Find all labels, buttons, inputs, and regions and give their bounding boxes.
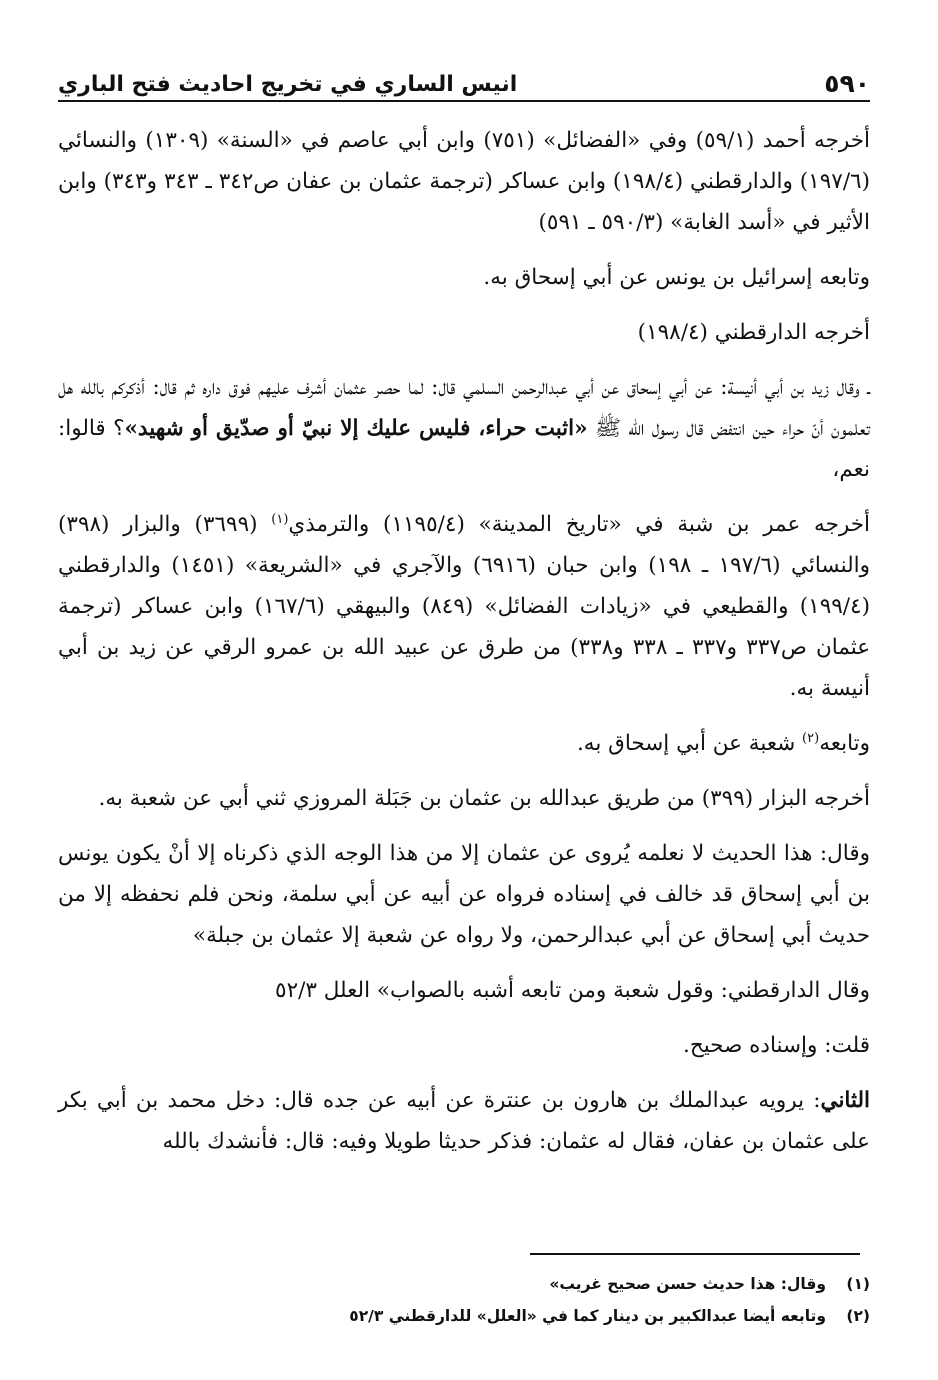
paragraph [58,1080,870,1162]
paragraph-text: شعبة عن أبي إسحاق به. [576,731,803,756]
paragraph-text: : يرويه عبدالملك بن هارون بن عنترة عن أبيه عن جده قال: دخل محمد بن أبي بكر على عثمان بن عفان، فقال له عثمان: فذكر حديثا طويلا وفيه: قال: فأنشدك بالله [58,1088,870,1154]
footnote-ref[interactable]: (١) [271,511,289,527]
paragraph: أخرجه البزار (٣٩٩) من طريق عبدالله بن عثمان بن جَبَلة المروزي ثني أبي عن شعبة به. [98,786,870,811]
paragraph [58,367,870,490]
paragraph-text: (٣٦٩٩) والبزار (٣٩٨) والنسائي (١٩٧/٦ ـ ١٩٨) وابن حبان (٦٩١٦) والآجري في «الشريعة» (١٤٥١) والدارقطني (١٩٩/٤) والقطيعي في «زيادات الفضائل» (٨٤٩) والبيهقي (١٦٧/٦) وابن عساكر (ترجمة عثمان ص٣٣٧ و٣٣٧ ـ ٣٣٨ و٣٣٨) من طرق عن عبيد الله بن عمرو الرقي عن زيد بن أبي أنيسة به. [58,512,871,701]
footnote [58,1300,870,1332]
page-number: ٥٩٠ [824,69,870,98]
page-header [58,58,870,102]
paragraph: قلت: وإسناده صحيح. [682,1033,870,1058]
paragraph-text: ـ وقال زيد بن أبي أنيسة: عن أبي إسحاق عن أبي عبدالرحمن السلمي قال: لما حصر عثمان أشرف عليهم فوق داره ثم قال: أذكركم بالله هل تعلمون أنّ حراء حين انتفض قال رسول الله ﷺ [58,375,870,441]
running-title: انيس الساري في تخريج احاديث فتح الباري [58,72,518,97]
paragraph-text: وتابعه [819,731,870,756]
footnote-text: وقال: هذا حديث حسن صحيح غريب» [549,1275,826,1293]
paragraph-text: أخرجه عمر بن شبة في «تاريخ المدينة» (١١٩٥/٤) والترمذي [288,512,870,537]
paragraph: وتابعه إسرائيل بن يونس عن أبي إسحاق به. [483,265,870,290]
section-lead: الثاني [820,1088,870,1113]
paragraph: أخرجه أحمد (٥٩/١) وفي «الفضائل» (٧٥١) وابن أبي عاصم في «السنة» (١٣٠٩) والنسائي (١٩٧/٦) والدارقطني (١٩٨/٤) وابن عساكر (ترجمة عثمان بن عفان ص٣٤٢ ـ ٣٤٣ و٣٤٣) وابن الأثير في «أسد الغابة» (٥٩٠/٣ ـ ٥٩١) [58,128,870,235]
footnote-divider [530,1253,860,1255]
paragraph: وقال: هذا الحديث لا نعلمه يُروى عن عثمان إلا من هذا الوجه الذي ذكرناه إلا أنْ يكون يونس بن أبي إسحاق قد خالف في إسناده فرواه عن أبيه عن أبي سلمة، ونحن فلم نحفظه إلا من حديث أبي إسحاق عن أبي عبدالرحمن، ولا رواه عن شعبة إلا عثمان بن جبلة» [58,841,870,948]
paragraph: وقال الدارقطني: وقول شعبة ومن تابعه أشبه بالصواب» العلل ٥٢/٣ [275,978,870,1003]
footnote-text: وتابعه أيضا عبدالكبير بن دينار كما في «العلل» للدارقطني ٥٢/٣ [349,1307,826,1325]
paragraph [58,504,870,709]
footnote-number: (٢) [846,1307,870,1325]
paragraph-text: ؟ قالوا: نعم، [58,416,870,482]
book-page [58,58,870,1176]
footnote-number: (١) [846,1275,870,1293]
main-text [58,120,870,1162]
paragraph: أخرجه الدارقطني (١٩٨/٤) [637,320,870,345]
footnote-ref[interactable]: (٢) [802,730,820,746]
hadith-quote: «اثبت حراء، فليس عليك إلا نبيّ أو صدّيق أو شهيد» [124,416,588,441]
footnotes [58,1268,870,1332]
paragraph [58,723,870,764]
footnote [58,1268,870,1300]
